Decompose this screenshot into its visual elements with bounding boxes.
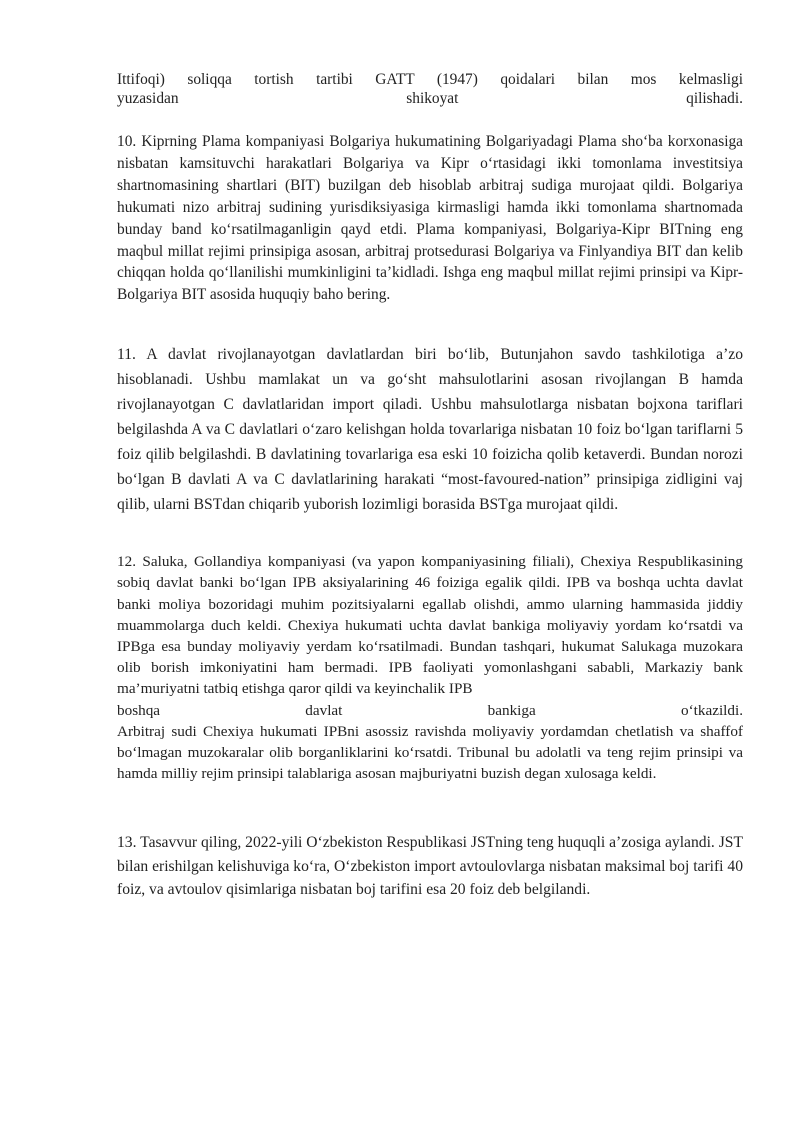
paragraph-12-part1: 12. Saluka, Gollandiya kompaniyasi (va yapon kompaniyasining filiali), Chexiya Respublikasining sobiq davlat banki bo‘lgan IPB aksiyalarining 46 foiziga egalik qildi. IPB va boshqa uchta davlat banki moliya bozoridagi muhim pozitsiyalarni egallab olishdi, ammo ularning hammasida jiddiy muammolarga duch keldi. Chexiya hukumati uchta davlat bankiga moliyaviy yordam ko‘rsatdi va IPBga esa bunday moliyaviy yerdam ko‘rsatilmadi. Bundan tashqari, hukumat Salukaga muzokara olib borish imkoniyatini ham bermadi. IPB faoliyati yomonlashgani sababli, Markaziy bank ma’muriyatni tatbiq etishga qaror qildi va keyinchalik IPB xyxy=(117,553,743,698)
paragraph-12-line-break: boshqa davlat bankiga o‘tkazildi. xyxy=(117,701,743,719)
paragraph-11: 11. A davlat rivojlanayotgan davlatlardan biri bo‘lib, Butunjahon savdo tashkilotiga a’zo hisoblanadi. Ushbu mamlakat un va go‘sht mahsulotlarini asosan rivojlangan B hamda rivojlanayotgan C davlatlaridan import qiladi. Ushbu mahsulotlarga nisbatan bojxona tariflari belgilashda A va C davlatlari o‘zaro kelishgan holda tovarlariga nisbatan 10 foiz bo‘lgan tariflarni 5 foiz qilib belgilashdi. B davlatining tovarlariga esa eski 10 foizicha qolib ketaverdi. Bundan norozi bo‘lgan B davlati A va C davlatlarining harakati “most-favoured-nation” prinsipiga zidligini vaj qilib, ularni BSTdan chiqarib yuborish lozimligi borasida BSTga murojaat qildi. xyxy=(117,346,743,514)
document-page xyxy=(117,70,743,902)
paragraph-10: 10. Kiprning Plama kompaniyasi Bolgariya hukumatining Bolgariyadagi Plama sho‘ba korxonasiga nisbatan kamsituvchi harakatlari Bolgariya va Kipr o‘rtasidagi ikki tomonlama investitsiya shartnomasining shartlari (BIT) buzilgan deb hisoblab arbitraj sudiga murojaat qildi. Bolgariya hukumati nizo arbitraj sudining yurisdiksiyasiga kirmasligi hamda ikki tomonlama shartnomada bunday band ko‘rsatilmaganligin qayd etdi. Plama kompaniyasi, Bolgariya-Kipr BITning eng maqbul millat rejimi prinsipiga asosan, arbitraj protsedurasi Bolgariya va Finlyandiya BIT dan kelib chiqqan holda qo‘llanilishi mumkinligini ta’kidladi. Ishga eng maqbul millat rejimi prinsipi va Kipr-Bolgariya BIT asosida huquqiy baho bering. xyxy=(117,133,743,304)
paragraph-12-part2: Arbitraj sudi Chexiya hukumati IPBni asossiz ravishda moliyaviy yordamdan chetlatish va shaffof bo‘lmagan muzokaralar olib borganliklarini ko‘rsatdi. Tribunal bu adolatli va teng rejim prinsipi va hamda milliy rejim prinsipi talablariga asosan majburiyatni buzish degan xulosaga keldi. xyxy=(117,722,743,783)
paragraph-intro-line1: Ittifoqi) soliqqa tortish tartibi GATT (1947) qoidalari bilan mos kelmasligi xyxy=(117,71,743,88)
paragraph-13: 13. Tasavvur qiling, 2022-yili O‘zbekiston Respublikasi JSTning teng huquqli a’zosiga aylandi. JST bilan erishilgan kelishuviga ko‘ra, O‘zbekiston import avtoulovlarga nisbatan maksimal boj tarifi 40 foiz, va avtoulov qisimlariga nisbatan boj tarifini esa 20 foiz deb belgilandi. xyxy=(117,834,743,899)
paragraph-intro-line2: yuzasidan shikoyat qilishadi. xyxy=(117,90,743,107)
